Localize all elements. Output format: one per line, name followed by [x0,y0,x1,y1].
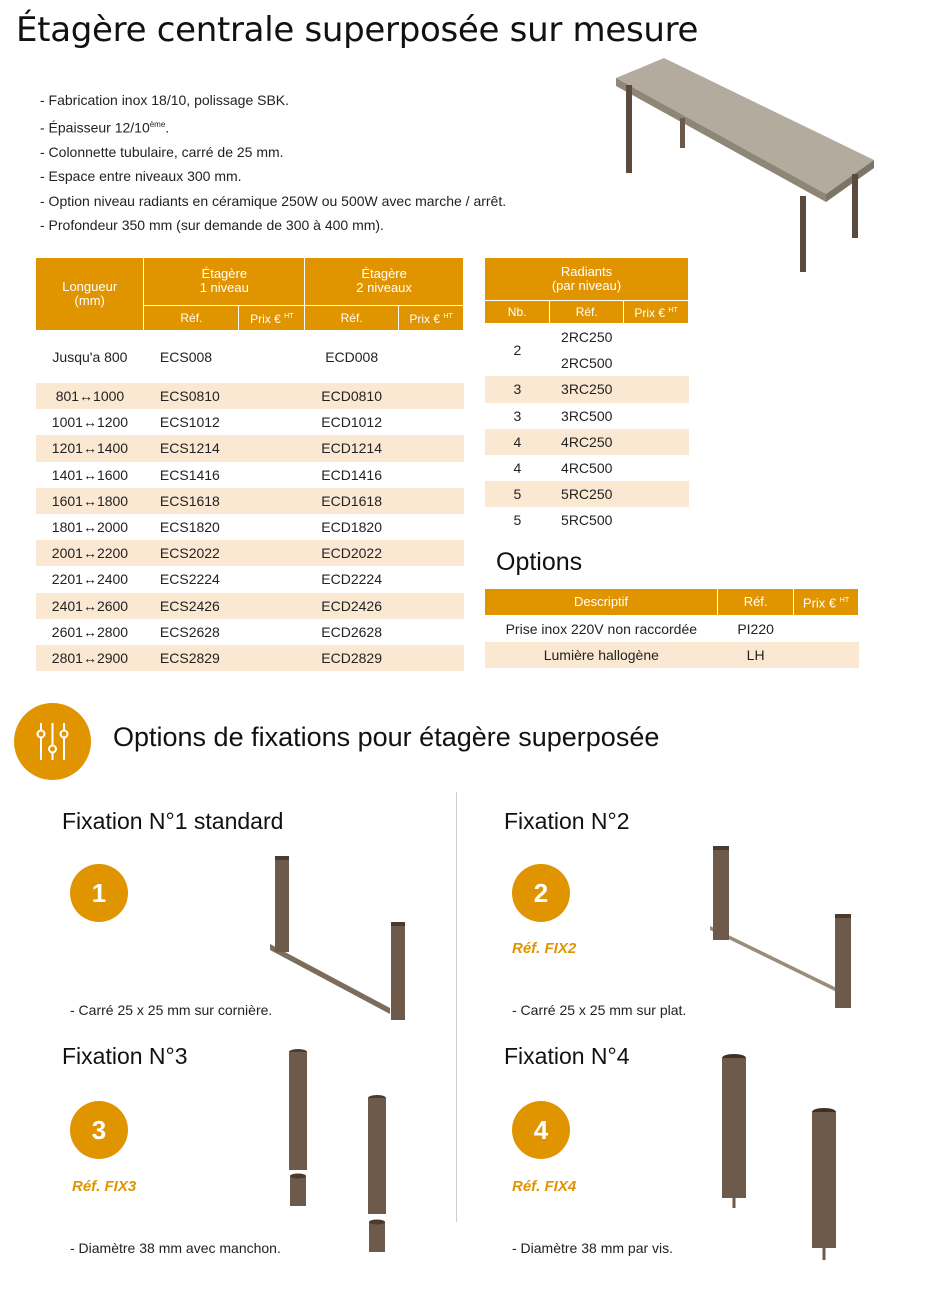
ref-cell: 3RC250 [550,376,624,402]
price-cell [399,593,464,619]
section-title: Options de fixations pour étagère superposée [113,722,660,752]
page-title: Étagère centrale superposée sur mesure [16,10,699,50]
table-row [485,376,689,402]
radiants-table [485,258,689,534]
price-cell [399,488,464,514]
length-cell: 1401↔1600 [51,466,129,483]
price-cell [399,619,464,645]
fixation-2-image [835,916,851,1008]
length-cell: Jusqu'a 800 [52,349,128,365]
table-row [36,593,464,619]
ref-cell: 3RC500 [561,407,613,424]
price-header: Prix € $^{HT}$ [794,589,859,616]
fixation-3-title: Fixation N°3 [62,1043,188,1069]
feature-item: - Profondeur 350 mm (sur demande de 300 à 400 mm). [40,217,384,234]
ref-cell: ECS2829 [144,645,239,671]
price-cell [239,540,305,566]
length-cell: 2201↔2400 [51,571,129,588]
nb-cell: 3 [513,407,522,424]
ref-cell: ECS2426 [144,593,239,619]
fixation-2-ref: Réf. FIX2 [512,940,577,957]
price-cell [239,435,305,461]
table-row [36,331,464,384]
feature-list [40,88,506,238]
fixation-4-ref: Réf. FIX4 [512,1178,577,1195]
nb-cell: 4 [513,460,522,477]
ref-cell: ECD2022 [305,540,399,566]
ref-cell: ECD1820 [321,519,382,536]
column-divider [456,792,457,1222]
price-cell [794,642,859,668]
ref-cell: LH [718,642,794,668]
fixation-3-ref: Réf. FIX3 [72,1178,137,1195]
nb-cell: 2 [513,342,522,359]
feature-item: - Fabrication inox 18/10, polissage SBK. [40,92,290,108]
ref-cell: ECD0810 [305,383,399,409]
price-header: Prix € $^{HT}$ [399,305,464,330]
ref-cell: ECD1416 [321,466,382,483]
price-cell [399,331,464,384]
price-cell [399,462,464,488]
table-row [485,455,689,481]
ref-cell: 2RC250 [561,329,613,346]
price-cell [399,645,464,671]
shelf1-header: Étagère 1 niveau [144,258,305,305]
options-heading: Options [496,548,583,576]
ref-cell: 5RC250 [550,481,624,507]
table-row [485,642,859,668]
table-row [485,616,859,643]
length-cell: 1801↔2000 [51,519,129,536]
price-cell [239,514,305,540]
price-cell [624,324,689,351]
shelf2-header: Étagère 2 niveaux [305,258,464,305]
price-cell [399,409,464,435]
price-header: Prix € $^{HT}$ [624,301,689,324]
ref-cell: ECS1012 [159,414,220,431]
ref-cell: ECD2224 [321,571,382,588]
price-cell [239,383,305,409]
fixation-4-title: Fixation N°4 [504,1043,630,1069]
length-cell: 1001↔1200 [51,414,129,431]
ref-cell: ECS2628 [159,623,220,640]
length-cell: 1201↔1400 [36,435,144,461]
table-row [36,540,464,566]
feature-item: - Espace entre niveaux 300 mm. [40,168,242,185]
ref-header: Réf. [144,305,239,330]
fixation-2-image [710,926,845,996]
price-cell [239,409,305,435]
price-cell [794,616,859,643]
ref-cell: ECD2829 [305,645,399,671]
price-cell [624,481,689,507]
table-row [36,383,464,409]
table-row [485,481,689,507]
nb-cell: 5 [485,481,550,507]
table-row [485,429,689,455]
ref-cell: ECD2628 [321,623,382,640]
ref-cell: ECS1820 [159,519,220,536]
fixation-2-image [713,848,729,940]
feature-item: - Option niveau radiants en céramique 250W ou 500W avec marche / arrêt. [40,192,507,209]
table-row [36,566,464,592]
feature-item: - Colonnette tubulaire, carré de 25 mm. [40,143,284,160]
table-row [485,507,689,533]
price-cell [624,507,689,533]
table-row [36,619,464,645]
table-row [36,488,464,514]
fixation-1-title: Fixation N°1 standard [62,808,284,834]
desc-header: Descriptif [485,589,718,616]
fixation-2-title: Fixation N°2 [504,808,630,834]
ref-cell: ECD1012 [321,414,382,431]
fixation-2-badge: 2 [512,864,570,922]
shelf-table [36,258,464,671]
options-table [485,589,859,668]
fixation-2-image [835,914,851,918]
ref-header: Réf. [305,305,399,330]
fixation-2-image [713,846,729,850]
fixation-4-desc: - Diamètre 38 mm par vis. [512,1240,674,1256]
price-cell [239,488,305,514]
length-cell: 2601↔2800 [51,623,129,640]
nb-header: Nb. [485,301,550,324]
ref-cell: PI220 [737,621,774,638]
ref-cell: ECS2022 [144,540,239,566]
length-header: Longueur (mm) [36,258,144,331]
ref-cell: ECS1618 [144,488,239,514]
table-row [36,645,464,671]
price-cell [624,350,689,376]
ref-cell: ECD2426 [305,593,399,619]
fixation-3-badge: 3 [70,1101,128,1159]
table-row [36,435,464,461]
ref-cell: 5RC500 [561,512,613,529]
nb-cell: 5 [513,512,522,529]
fixation-1-desc: - Carré 25 x 25 mm sur cornière. [70,1002,273,1018]
shelf-product-image [608,52,888,272]
table-row [485,324,689,351]
desc-cell: Prise inox 220V non raccordée [505,621,698,638]
fixation-4-badge: 4 [512,1101,570,1159]
price-cell [239,593,305,619]
radiants-header: Radiants (par niveau) [485,258,689,301]
ref-cell: ECS1416 [159,466,220,483]
price-cell [399,540,464,566]
ref-header: Réf. [718,589,794,616]
price-cell [624,403,689,429]
ref-cell: 2RC500 [561,355,613,372]
ref-cell: 4RC500 [561,460,613,477]
table-row [36,409,464,435]
length-cell: 2401↔2600 [36,593,144,619]
table-row [36,514,464,540]
fixation-1-badge: 1 [70,864,128,922]
ref-cell: ECS1214 [144,435,239,461]
ref-cell: ECS008 [159,349,213,365]
length-cell: 1601↔1800 [36,488,144,514]
ref-cell: ECD1214 [305,435,399,461]
feature-item: - Épaisseur 12/10ème. [40,119,170,136]
price-cell [624,376,689,402]
fixation-3-desc: - Diamètre 38 mm avec manchon. [70,1240,281,1256]
ref-header: Réf. [550,301,624,324]
price-cell [624,429,689,455]
length-cell: 2801↔2900 [36,645,144,671]
ref-cell: 4RC250 [550,429,624,455]
table-row [485,403,689,429]
length-cell: 2001↔2200 [36,540,144,566]
ref-cell: ECD1618 [305,488,399,514]
ref-cell: ECD008 [325,349,379,365]
length-cell: 801↔1000 [36,383,144,409]
price-header: Prix € $^{HT}$ [239,305,305,330]
fixation-1-image [265,852,415,1028]
fixation-2-desc: - Carré 25 x 25 mm sur plat. [512,1002,687,1018]
price-cell [399,435,464,461]
sliders-icon [14,703,91,780]
nb-cell: 3 [485,376,550,402]
price-cell [399,566,464,592]
fixation-3-image [284,1046,394,1256]
price-cell [399,383,464,409]
price-cell [624,455,689,481]
fixation-4-image [718,1052,848,1266]
price-cell [239,645,305,671]
price-cell [239,619,305,645]
ref-cell: ECS0810 [144,383,239,409]
price-cell [239,331,305,384]
price-cell [239,566,305,592]
desc-cell: Lumière hallogène [485,642,718,668]
nb-cell: 4 [485,429,550,455]
table-row [36,462,464,488]
ref-cell: ECS2224 [159,571,220,588]
price-cell [399,514,464,540]
price-cell [239,462,305,488]
